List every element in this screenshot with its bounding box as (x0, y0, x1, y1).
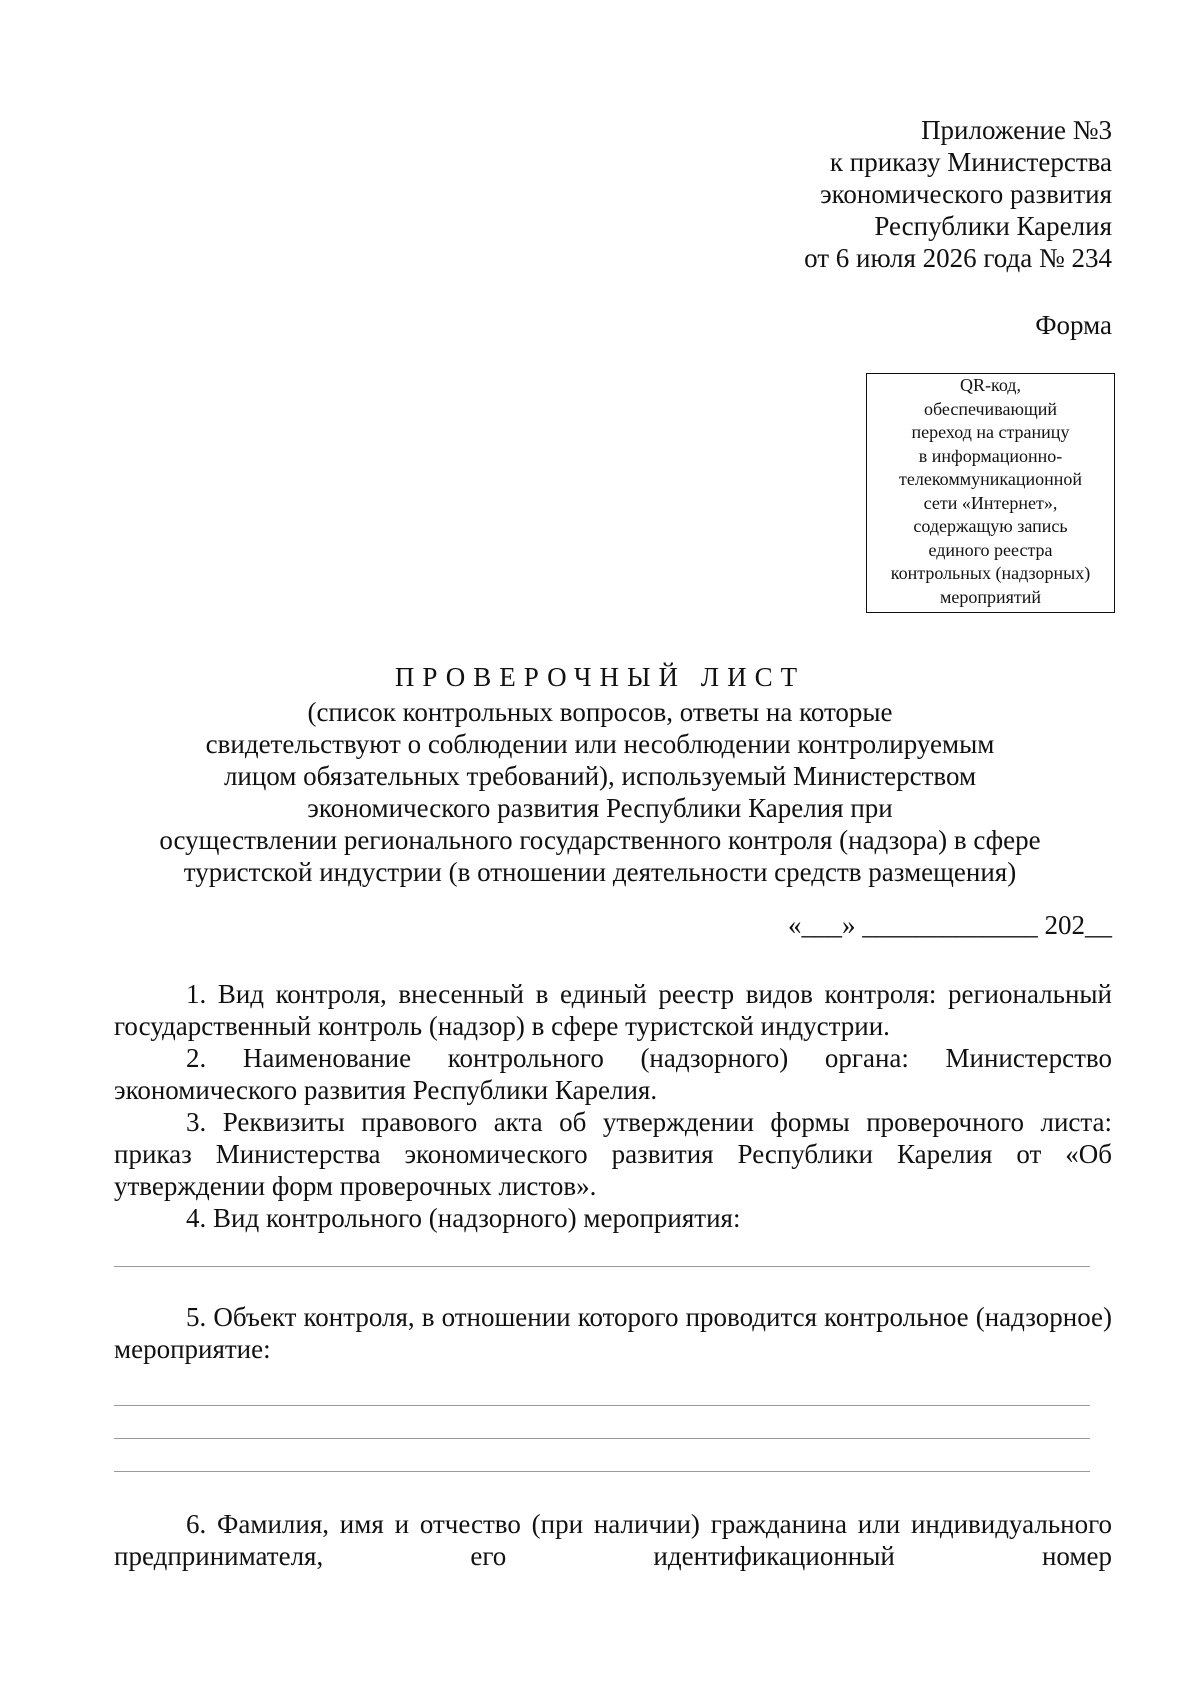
qr-box-line: обеспечивающий (923, 398, 1058, 419)
qr-box-line: мероприятий (939, 586, 1042, 607)
document-title (100, 661, 1100, 888)
item-6: 6. Фамилия, имя и отчество (при наличии) гражданина или индивидуального предпринимателя, его идентификационный номер (114, 1509, 1112, 1571)
qr-box-line: в информационно- (918, 445, 1063, 466)
qr-box-line: переход на страницу (911, 422, 1070, 442)
title-subline: свидетельствуют о соблюдении или несоблюдении контролируемым (205, 729, 995, 759)
qr-box-line: сети «Интернет», (923, 492, 1058, 513)
fill-in-line (114, 1266, 1090, 1267)
item-4: 4. Вид контрольного (надзорного) мероприятия: (186, 1203, 741, 1233)
title-subline: лицом обязательных требований), используемый Министерством (223, 761, 977, 791)
date-line: «___» _____________ 202__ (788, 910, 1112, 940)
fill-in-line (114, 1471, 1090, 1472)
appendix-line: экономического развития (820, 179, 1112, 209)
fill-in-line (114, 1438, 1090, 1439)
qr-box-line: QR-код, (960, 375, 1021, 395)
title-subline: осуществлении регионального государственного контроля (надзора) в сфере (159, 825, 1041, 855)
appendix-line: Приложение №3 (921, 115, 1112, 145)
qr-box-line: содержащую запись (913, 516, 1068, 536)
qr-box-line: единого реестра (928, 539, 1053, 560)
appendix-line: к приказу Министерства (829, 147, 1112, 177)
title-main: ПРОВЕРОЧНЫЙ ЛИСТ (394, 662, 806, 692)
form-label: Форма (1035, 310, 1112, 340)
title-subline: туристской индустрии (в отношении деятельности средств размещения) (183, 857, 1017, 887)
item-5: 5. Объект контроля, в отношении которого проводится контрольное (надзорное) мероприятие: (114, 1302, 1112, 1364)
qr-box-line: контрольных (надзорных) (890, 563, 1091, 583)
appendix-header (804, 114, 1112, 274)
qr-code-placeholder-box (866, 373, 1115, 613)
item-1: 1. Вид контроля, внесенный в единый реестр видов контроля: региональный государственный контроль (надзор) в сфере туристской индустрии. (114, 979, 1112, 1041)
title-subline: (список контрольных вопросов, ответы на которые (307, 697, 893, 727)
item-2: 2. Наименование контрольного (надзорного) органа: Министерство экономического развития Республики Карелия. (114, 1043, 1112, 1105)
appendix-line: от 6 июля 2026 года № 234 (804, 243, 1112, 273)
document-body (114, 978, 1112, 1572)
title-subline: экономического развития Республики Карелия при (307, 793, 893, 823)
appendix-line: Республики Карелия (874, 211, 1112, 241)
item-3: 3. Реквизиты правового акта об утверждении формы проверочного листа: приказ Министерства экономического развития Республики Карелия от «Об утверждении форм проверочных листов». (114, 1107, 1112, 1201)
fill-in-line (114, 1405, 1090, 1406)
qr-box-line: телекоммуникационной (899, 469, 1082, 489)
